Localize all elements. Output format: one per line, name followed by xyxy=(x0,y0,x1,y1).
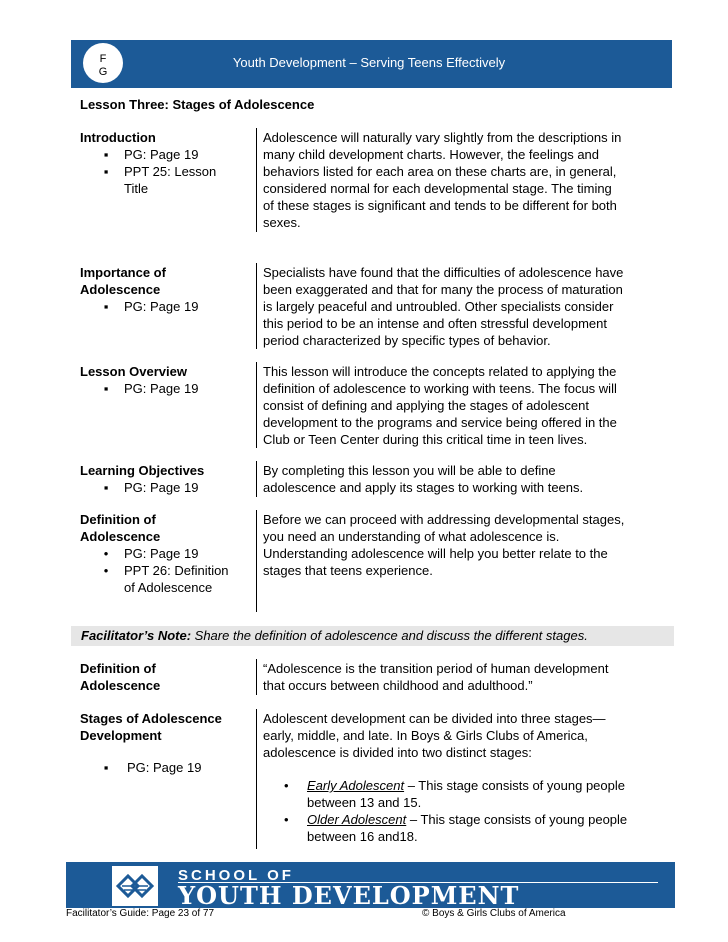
footer-page-info: Facilitator’s Guide: Page 23 of 77 xyxy=(66,908,215,919)
round-bullet-icon: • xyxy=(284,778,289,793)
list-item: • PG: Page 19 xyxy=(80,545,252,562)
footer-school: SCHOOL OF xyxy=(178,867,294,884)
section-definition-left xyxy=(80,511,252,596)
square-bullet-icon: ▪ xyxy=(103,147,109,162)
section-title: Development xyxy=(80,728,162,743)
square-bullet-icon: ▪ xyxy=(103,381,109,396)
list-item: ▪ PPT 25: Lesson xyxy=(80,163,252,180)
square-bullet-icon: ▪ xyxy=(103,299,109,314)
section-title: Importance of xyxy=(80,265,166,280)
list-item: of Adolescence xyxy=(124,580,213,595)
section-title: Adolescence xyxy=(80,678,161,693)
list-item: ▪ PG: Page 19 xyxy=(80,759,252,776)
section-objectives-left xyxy=(80,462,252,496)
lesson-title: Lesson Three: Stages of Adolescence xyxy=(80,97,315,112)
square-bullet-icon: ▪ xyxy=(103,760,109,775)
facilitator-note xyxy=(71,626,674,646)
list-item: ▪ PG: Page 19 xyxy=(80,380,252,397)
section-stages-text: Adolescent development can be divided into three stages— early, middle, and late. In Boys & Girls Clubs of America, adolescence is divided into two distinct stages: xyxy=(263,711,606,760)
list-item: • PPT 26: Definition xyxy=(80,562,252,579)
bgca-logo xyxy=(112,866,158,906)
section-intro-left xyxy=(80,129,252,197)
section-objectives-text: By completing this lesson you will be able to define adolescence and apply its stages to working with teens. xyxy=(263,463,584,495)
column-divider xyxy=(256,362,257,448)
list-item: ▪ PG: Page 19 xyxy=(80,298,252,315)
stage-term: Early Adolescent xyxy=(307,778,405,793)
badge-letter: F xyxy=(99,53,107,65)
note-label: Facilitator’s Note: xyxy=(81,628,192,643)
note-text: Share the definition of adolescence and discuss the different stages. xyxy=(191,628,588,643)
section-title: Adolescence xyxy=(80,282,161,297)
section-stages-left xyxy=(80,710,260,744)
section-definition-text: Before we can proceed with addressing developmental stages, you need an understanding of what adolescence is. Understanding adolescence will help you better relate to the stages that teens experience. xyxy=(263,512,625,578)
section-definition2-text: “Adolescence is the transition period of human development that occurs between childhood and adulthood.” xyxy=(263,661,609,693)
square-bullet-icon: ▪ xyxy=(103,480,109,495)
round-bullet-icon: • xyxy=(103,546,109,561)
section-definition2-left xyxy=(80,660,252,694)
section-overview-left xyxy=(80,363,252,397)
column-divider xyxy=(256,659,257,695)
stage-term: Older Adolescent xyxy=(307,812,407,827)
section-title: Introduction xyxy=(80,130,156,145)
list-item: ▪ PG: Page 19 xyxy=(80,479,252,496)
badge-letter: G xyxy=(98,66,108,78)
list-item: ▪ PG: Page 19 xyxy=(80,146,252,163)
column-divider xyxy=(256,709,257,849)
footer-youth-development: YOUTH DEVELOPMENT xyxy=(178,881,520,910)
section-title: Lesson Overview xyxy=(80,364,187,379)
section-title: Adolescence xyxy=(80,529,161,544)
list-item: Title xyxy=(124,181,149,196)
section-title: Definition of xyxy=(80,661,156,676)
section-title: Learning Objectives xyxy=(80,463,205,478)
column-divider xyxy=(256,263,257,349)
column-divider xyxy=(256,128,257,232)
header-band xyxy=(71,40,672,88)
section-stages-items xyxy=(80,759,252,776)
section-title: Stages of Adolescence xyxy=(80,711,222,726)
round-bullet-icon: • xyxy=(103,563,109,578)
round-bullet-icon: • xyxy=(284,812,289,827)
column-divider xyxy=(256,461,257,497)
section-intro-text: Adolescence will naturally vary slightly from the descriptions in many child development charts. However, the feelings and behaviors listed for each area on these charts are, in general, considered normal for each developmental stage. The timing of these stages is significant and tends to be different for both sexes. xyxy=(263,130,622,230)
section-importance-text: Specialists have found that the difficulties of adolescence have been exaggerated and that for many the process of maturation is largely peaceful and untroubled. Other specialists consider this period to be an intense and often stressful development period characterized by specific types of behavior. xyxy=(263,265,624,348)
footer-banner xyxy=(66,862,675,908)
section-title: Definition of xyxy=(80,512,156,527)
section-overview-text: This lesson will introduce the concepts related to applying the definition of adolescence to working with teens. The focus will consist of defining and applying the stages of adolescent development to the programs and service being offered in the Club or Teen Center during this critical time in teen lives. xyxy=(263,364,617,447)
section-importance-left xyxy=(80,264,252,315)
column-divider xyxy=(256,510,257,612)
square-bullet-icon: ▪ xyxy=(103,164,109,179)
footer-copyright: © Boys & Girls Clubs of America xyxy=(422,908,566,919)
header-title: Youth Development – Serving Teens Effectively xyxy=(232,55,506,70)
